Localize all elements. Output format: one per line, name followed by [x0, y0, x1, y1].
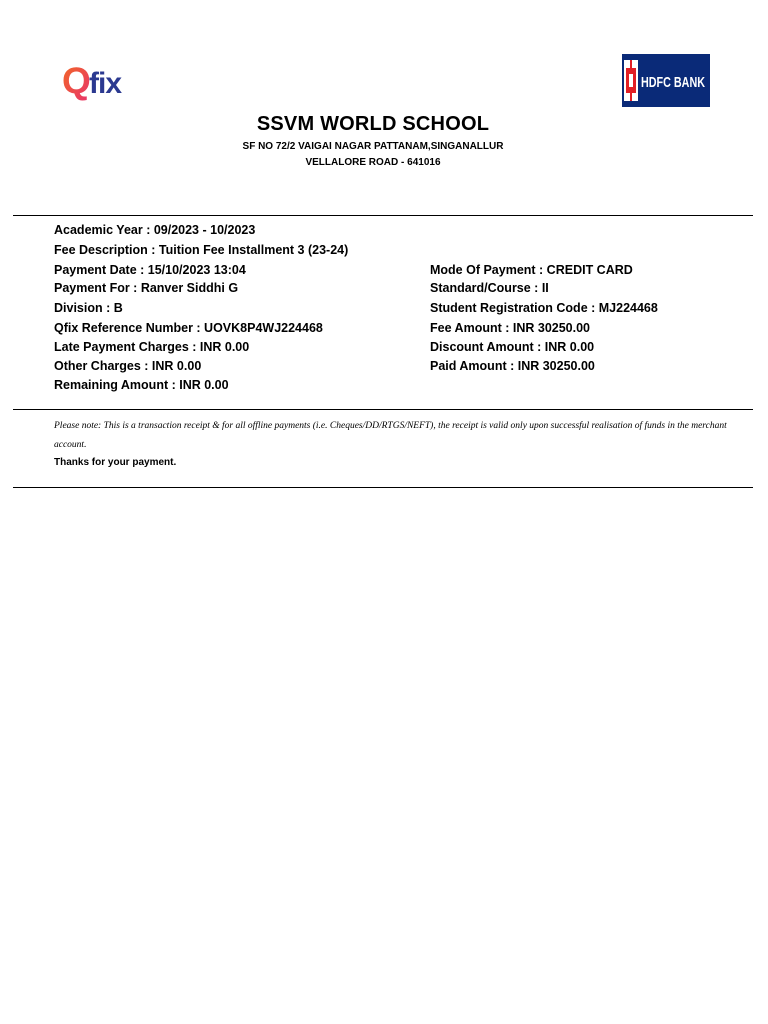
payment-date: Payment Date : 15/10/2023 13:04 — [54, 263, 246, 277]
top-divider — [13, 215, 753, 216]
qfix-reference-number: Qfix Reference Number : UOVK8P4WJ224468 — [54, 321, 323, 335]
payment-for: Payment For : Ranver Siddhi G — [54, 281, 239, 295]
school-address-line-2: VELLALORE ROAD - 641016 — [305, 157, 441, 168]
qfix-logo-q: Q — [62, 60, 91, 101]
receipt-note: Please note: This is a transaction receipt & for all offline payments (i.e. Cheques/DD/RTGS/NEFT), the receipt is valid only upon successful realisation of funds in the merchant account. — [54, 421, 727, 450]
other-charges: Other Charges : INR 0.00 — [54, 359, 202, 373]
thanks-message: Thanks for your payment. — [54, 457, 177, 468]
late-payment-charges: Late Payment Charges : INR 0.00 — [54, 340, 250, 354]
fee-description: Fee Description : Tuition Fee Installment 3 (23-24) — [54, 243, 349, 257]
academic-year: Academic Year : 09/2023 - 10/2023 — [54, 223, 256, 237]
hdfc-logo-inner-square — [629, 74, 633, 87]
qfix-logo — [62, 60, 142, 102]
middle-divider — [13, 409, 753, 410]
bottom-divider — [13, 487, 753, 488]
school-address-line-1: SF NO 72/2 VAIGAI NAGAR PATTANAM,SINGANALLUR — [242, 141, 504, 152]
paid-amount: Paid Amount : INR 30250.00 — [430, 359, 595, 373]
hdfc-logo-bar-bottom — [630, 93, 632, 101]
student-registration-code: Student Registration Code : MJ224468 — [430, 301, 658, 315]
hdfc-logo-text: HDFC BANK — [641, 74, 706, 91]
standard-course: Standard/Course : II — [430, 281, 549, 295]
fee-amount: Fee Amount : INR 30250.00 — [430, 321, 591, 335]
school-name: SSVM WORLD SCHOOL — [256, 113, 490, 135]
hdfc-bank-logo — [622, 54, 710, 107]
mode-of-payment: Mode Of Payment : CREDIT CARD — [430, 263, 633, 277]
hdfc-logo-bar-top — [630, 60, 632, 68]
division: Division : B — [54, 301, 123, 315]
discount-amount: Discount Amount : INR 0.00 — [430, 340, 595, 354]
remaining-amount: Remaining Amount : INR 0.00 — [54, 378, 229, 392]
qfix-logo-fix: fix — [89, 67, 122, 100]
